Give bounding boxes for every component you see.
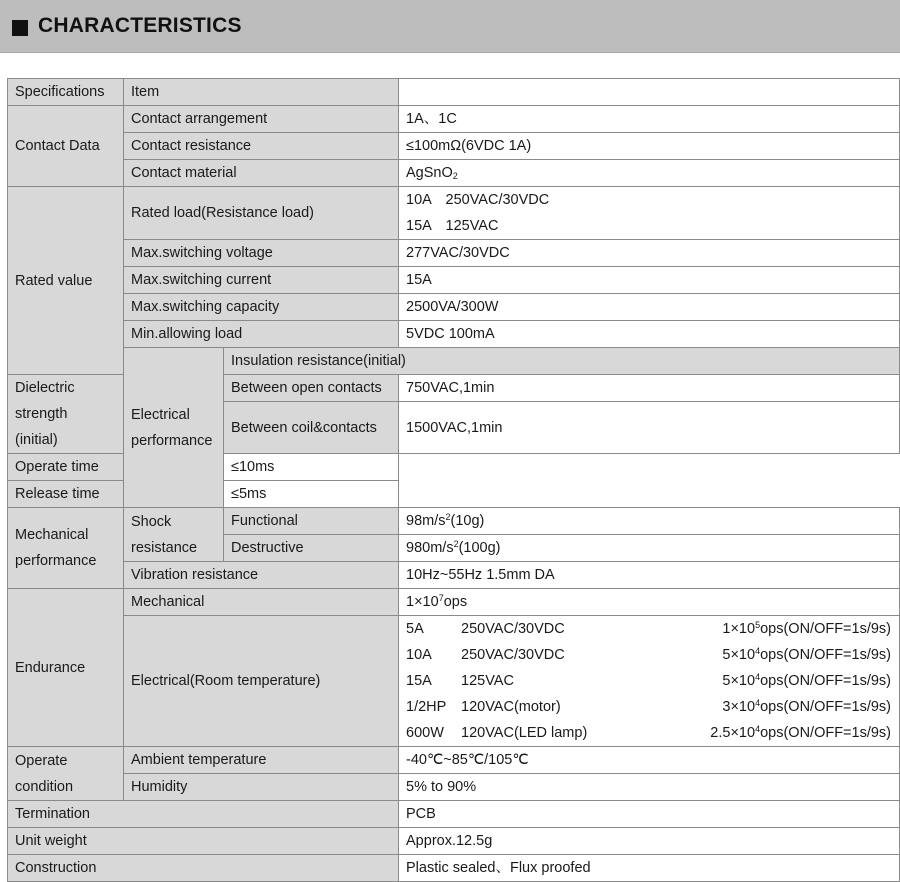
value-subscript: 2 xyxy=(452,171,458,181)
value-header xyxy=(399,79,900,106)
item-label: Operate time xyxy=(8,454,224,481)
item-value: PCB xyxy=(399,801,900,828)
group-contact-data: Contact Data xyxy=(8,106,124,187)
table-row xyxy=(8,562,900,589)
item-label: Contact resistance xyxy=(124,133,399,160)
table-row xyxy=(8,348,900,375)
section-header xyxy=(0,0,900,53)
item-label: Between open contacts xyxy=(224,375,399,402)
load-amount: 10A xyxy=(406,647,432,663)
cycle-count xyxy=(691,694,899,720)
electrical-endurance-values xyxy=(399,616,900,747)
group-rated-value: Rated value xyxy=(8,187,124,375)
item-label: Electrical(Room temperature) xyxy=(124,616,399,747)
value-text: 5×10 xyxy=(722,647,756,663)
item-value: 750VAC,1min xyxy=(399,375,900,402)
table-row xyxy=(8,160,900,187)
value-line: 15A 125VAC xyxy=(406,218,499,234)
table-row xyxy=(8,454,900,481)
item-value: 10Hz~55Hz 1.5mm DA xyxy=(399,562,900,589)
group-label-line: performance xyxy=(131,432,213,449)
item-label: Ambient temperature xyxy=(124,747,399,774)
load-spec: 125VAC xyxy=(461,673,514,689)
item-label: Max.switching current xyxy=(124,267,399,294)
table-row xyxy=(8,481,900,508)
item-label: Release time xyxy=(8,481,224,508)
label-line: resistance xyxy=(131,539,198,556)
group-label-line: performance xyxy=(15,553,97,569)
item-label: Rated load(Resistance load) xyxy=(124,187,399,240)
item-label: Between coil&contacts xyxy=(224,402,399,454)
value-superscript: 5 xyxy=(755,620,761,630)
list-item xyxy=(406,668,899,694)
cycle-count xyxy=(691,720,899,746)
item-value xyxy=(399,160,900,187)
list-item xyxy=(406,642,899,668)
table-row xyxy=(8,855,900,882)
item-header: Item xyxy=(124,79,399,106)
label-line: Shock xyxy=(131,513,172,530)
load-spec: 250VAC/30VDC xyxy=(461,621,565,637)
dielectric-strength-label xyxy=(8,375,124,454)
cycle-count xyxy=(691,668,899,694)
item-value: 5VDC 100mA xyxy=(399,321,900,348)
value-text: ops(ON/OFF=1s/9s) xyxy=(760,725,892,741)
item-label: Vibration resistance xyxy=(124,562,399,589)
group-label-line: Mechanical xyxy=(15,527,89,543)
item-value xyxy=(399,589,900,616)
list-item xyxy=(406,616,899,642)
group-label-line: condition xyxy=(15,778,74,795)
item-value xyxy=(399,508,900,535)
value-superscript: 7 xyxy=(438,593,444,603)
label-line: strength xyxy=(15,406,68,422)
value-text: ops(ON/OFF=1s/9s) xyxy=(760,621,892,637)
square-bullet-icon xyxy=(12,20,28,36)
label-line: (initial) xyxy=(15,432,58,448)
item-label: Contact material xyxy=(124,160,399,187)
cycle-count xyxy=(691,642,899,668)
value-text: (100g) xyxy=(458,540,501,556)
item-label: Destructive xyxy=(224,535,399,562)
item-value xyxy=(399,535,900,562)
item-label: Max.switching voltage xyxy=(124,240,399,267)
item-value: ≤100mΩ(6VDC 1A) xyxy=(399,133,900,160)
table-row xyxy=(8,321,900,348)
value-superscript: 4 xyxy=(755,672,761,682)
table-header-row xyxy=(8,79,900,106)
load-amount: 15A xyxy=(406,673,432,689)
value-text: 1×10 xyxy=(406,594,439,610)
item-label: Max.switching capacity xyxy=(124,294,399,321)
item-value: -40℃~85℃/105℃ xyxy=(399,747,900,774)
item-value xyxy=(399,187,900,240)
list-item xyxy=(406,720,899,746)
item-label: Contact arrangement xyxy=(124,106,399,133)
value-text: 3×10 xyxy=(722,699,756,715)
label-line: Dielectric xyxy=(15,380,75,396)
value-text: ops xyxy=(443,594,468,610)
item-value: 1500VAC,1min xyxy=(399,402,900,454)
table-row xyxy=(8,106,900,133)
item-value: 15A xyxy=(399,267,900,294)
value-superscript: 2 xyxy=(445,512,451,522)
value-text: 98m/s xyxy=(406,513,446,529)
load-spec: 120VAC(LED lamp) xyxy=(461,725,588,741)
value-text: 1×10 xyxy=(722,621,756,637)
shock-resistance-label xyxy=(124,508,224,562)
item-label: Min.allowing load xyxy=(124,321,399,348)
value-text: ops(ON/OFF=1s/9s) xyxy=(760,647,892,663)
group-label-line: Electrical xyxy=(131,406,190,423)
item-label: Mechanical xyxy=(124,589,399,616)
table-row xyxy=(8,294,900,321)
value-text: ops(ON/OFF=1s/9s) xyxy=(760,673,892,689)
load-amount: 5A xyxy=(406,621,424,637)
item-value: ≤10ms xyxy=(224,454,399,481)
table-row xyxy=(8,508,900,535)
table-row xyxy=(8,747,900,774)
table-row xyxy=(8,187,900,240)
load-spec: 120VAC(motor) xyxy=(461,699,561,715)
value-text: (10g) xyxy=(450,513,485,529)
item-value: Plastic sealed、Flux proofed xyxy=(399,855,900,882)
item-value: 5% to 90% xyxy=(399,774,900,801)
load-amount: 600W xyxy=(406,725,444,741)
item-value: Approx.12.5g xyxy=(399,828,900,855)
item-value: ≤5ms xyxy=(224,481,399,508)
table-row xyxy=(8,589,900,616)
item-value: 277VAC/30VDC xyxy=(399,240,900,267)
table-row xyxy=(8,267,900,294)
group-label-line: Operate xyxy=(15,752,68,769)
cycle-count xyxy=(691,616,899,642)
table-row xyxy=(8,828,900,855)
characteristics-table xyxy=(7,78,900,882)
item-label: Unit weight xyxy=(8,828,399,855)
value-text: 2.5×10 xyxy=(710,725,756,741)
item-value: 1A、1C xyxy=(399,106,900,133)
specifications-header: Specifications xyxy=(8,79,124,106)
value-text: 5×10 xyxy=(722,673,756,689)
group-operate-condition xyxy=(8,747,124,801)
value-text: AgSnO xyxy=(406,165,453,181)
value-superscript: 4 xyxy=(755,724,761,734)
item-label: Insulation resistance(initial) xyxy=(224,348,900,375)
item-label: Construction xyxy=(8,855,399,882)
list-item xyxy=(406,694,899,720)
item-label: Termination xyxy=(8,801,399,828)
group-endurance: Endurance xyxy=(8,589,124,747)
item-value: 2500VA/300W xyxy=(399,294,900,321)
value-superscript: 4 xyxy=(755,646,761,656)
value-text: 980m/s xyxy=(406,540,454,556)
table-row xyxy=(8,133,900,160)
item-label: Functional xyxy=(224,508,399,535)
table-row xyxy=(8,616,900,747)
value-superscript: 2 xyxy=(453,539,459,549)
value-text: ops(ON/OFF=1s/9s) xyxy=(760,699,892,715)
section-title: CHARACTERISTICS xyxy=(38,14,242,37)
item-label: Humidity xyxy=(124,774,399,801)
value-superscript: 4 xyxy=(755,698,761,708)
load-amount: 1/2HP xyxy=(406,699,447,715)
table-row xyxy=(8,801,900,828)
table-row xyxy=(8,774,900,801)
table-row xyxy=(8,240,900,267)
value-line: 10A 250VAC/30VDC xyxy=(406,192,550,208)
group-mechanical-performance xyxy=(8,508,124,589)
load-spec: 250VAC/30VDC xyxy=(461,647,565,663)
